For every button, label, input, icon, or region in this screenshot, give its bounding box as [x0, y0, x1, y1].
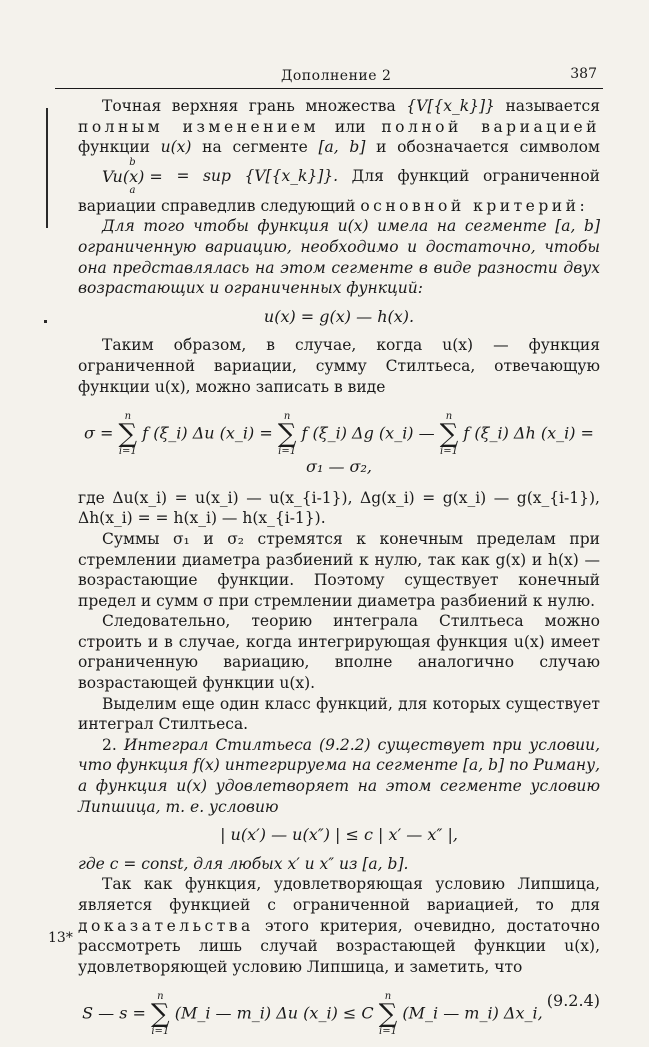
vu-lower-limit: a	[129, 184, 136, 196]
page-number: 387	[570, 66, 597, 82]
text-run: или	[319, 117, 382, 136]
equation-stieltjes-sum	[78, 411, 600, 478]
sigma-glyph: ∑	[439, 419, 459, 450]
text-run: и обозначается символом	[365, 138, 600, 157]
text-run: Для функций ограниченной вариации справедлив следующий	[78, 166, 600, 215]
sum-symbol	[440, 411, 459, 457]
sum-lower: i=1	[278, 446, 297, 458]
sum-lower: i=1	[151, 1026, 170, 1038]
paragraph-variation-definition	[78, 96, 600, 216]
paragraph-proof-remark	[78, 874, 600, 977]
paragraph-constant: где c = const, для любых x′ и x″ из [a, b].	[78, 854, 409, 873]
sum-lower: i=1	[440, 446, 458, 458]
sum-symbol	[379, 991, 398, 1037]
paragraph-lipschitz-theorem	[78, 735, 600, 817]
text-run: этого критерия, очевидно, достаточно рассмотреть лишь случай возрастающей функции u(x), удовлетворяющей условию Липшица, и заметить, что	[78, 916, 600, 976]
sigma-glyph: ∑	[277, 419, 297, 450]
math-inline: = sup {V[{x_k}]}.	[176, 166, 339, 185]
header-title: Дополнение 2	[281, 68, 392, 84]
sum-upper: n	[124, 411, 132, 423]
equation-lipschitz: | u(x′) — u(x″) | ≤ c | x′ — x″ |,	[220, 825, 458, 845]
eq2-lhs: σ =	[84, 423, 114, 443]
paragraph-criterion: Для того чтобы функция u(x) имела на сегменте [a, b] ограниченную вариацию, необходимо и достаточно, чтобы она представлялась на этом сегменте в виде разности двух возрастающих и ограниченных функций:	[78, 217, 600, 298]
eq4-lhs: S — s =	[82, 1003, 146, 1023]
equation-u-decomposition: u(x) = g(x) — h(x).	[263, 306, 415, 326]
theorem-text: Интеграл Стилтьеса (9.2.2) существует при условии, что функция f(x) интегрируема на сегменте [a, b] по Риману, а функция u(x) удовлетворяет на этом сегменте условию Липшица, т. е. условию	[78, 735, 600, 816]
sum-upper: n	[445, 411, 453, 423]
eq2-term1: f (ξ_i) Δu (x_i) =	[142, 423, 273, 443]
eq2-term3: f (ξ_i) Δh (x_i) = σ₁ — σ₂,	[306, 423, 594, 477]
spaced-term: полной вариацией	[381, 117, 600, 136]
sum-lower: i=1	[379, 1026, 397, 1038]
sum-lower: i=1	[118, 446, 137, 458]
equation-number: (9.2.4)	[546, 991, 600, 1011]
sigma-glyph: ∑	[378, 999, 398, 1030]
spaced-term: доказательства	[78, 916, 254, 935]
equation-9-2-4	[78, 991, 600, 1037]
sum-symbol	[119, 411, 138, 457]
text-run: Точная верхняя грань множества	[102, 97, 407, 115]
sum-upper: n	[157, 991, 164, 1003]
text-run: называется	[494, 97, 600, 115]
math-inline: {V[{x_k}]}	[406, 97, 495, 115]
running-header	[75, 64, 601, 86]
signature-mark: 13*	[48, 930, 73, 946]
variation-symbol	[78, 158, 163, 196]
sigma-glyph: ∑	[118, 419, 138, 450]
header-rule	[55, 88, 603, 89]
paragraph-increments: где Δu(x_i) = u(x_i) — u(x_{i-1}), Δg(x_i) = g(x_i) — g(x_{i-1}), Δh(x_i) = = h(x_i) — h(x_{i-1}).	[78, 488, 600, 528]
sum-upper: n	[283, 411, 291, 423]
spaced-term: основной критерий	[360, 196, 580, 215]
sum-symbol	[151, 991, 170, 1037]
vu-upper-limit: b	[129, 156, 136, 168]
math-inline: u(x)	[160, 138, 192, 157]
text-run: :	[579, 196, 585, 215]
math-inline: [a, b]	[318, 138, 366, 157]
sigma-glyph: ∑	[151, 999, 170, 1030]
sum-symbol	[278, 411, 297, 457]
text-run: Так как функция, удовлетворяющая условию Липшица, является функцией с ограниченной вариацией, то для	[78, 875, 600, 914]
paragraph-sums-limits: Суммы σ₁ и σ₂ стремятся к конечным пределам при стремлении диаметра разбиений к нулю, так как g(x) и h(x) — возрастающие функции. Поэтому существует конечный предел и сумм σ при стремлении диаметра разбиений к нулю.	[78, 529, 600, 610]
paragraph-another-class: Выделим еще один класс функций, для которых существует интеграл Стилтьеса.	[78, 694, 600, 734]
margin-bar-mark	[46, 108, 48, 228]
page-body	[78, 96, 600, 1047]
text-run: на сегменте	[191, 138, 319, 157]
text-run: функции	[78, 138, 161, 157]
eq4-rhs: (M_i — m_i) Δx_i,	[402, 1003, 543, 1023]
item-number: 2.	[102, 735, 124, 754]
spaced-term: полным изменением	[78, 117, 320, 136]
eq4-middle: (M_i — m_i) Δu (x_i) ≤ C	[174, 1003, 374, 1023]
paragraph-stieltjes-sum-intro: Таким образом, в случае, когда u(x) — функция ограниченной вариации, сумму Стилтьеса, отвечающую функции u(x), можно записать в виде	[78, 336, 600, 396]
margin-dot-mark	[44, 320, 47, 323]
eq2-term2: f (ξ_i) Δg (x_i) —	[301, 423, 435, 443]
sum-upper: n	[384, 991, 392, 1003]
vu-main: Vu(x) =	[102, 166, 163, 186]
paragraph-consequence: Следовательно, теорию интеграла Стилтьеса можно строить и в случае, когда интегрирующая функция u(x) имеет ограниченную вариацию, вполне аналогично случаю возрастающей функции u(x).	[78, 612, 600, 693]
